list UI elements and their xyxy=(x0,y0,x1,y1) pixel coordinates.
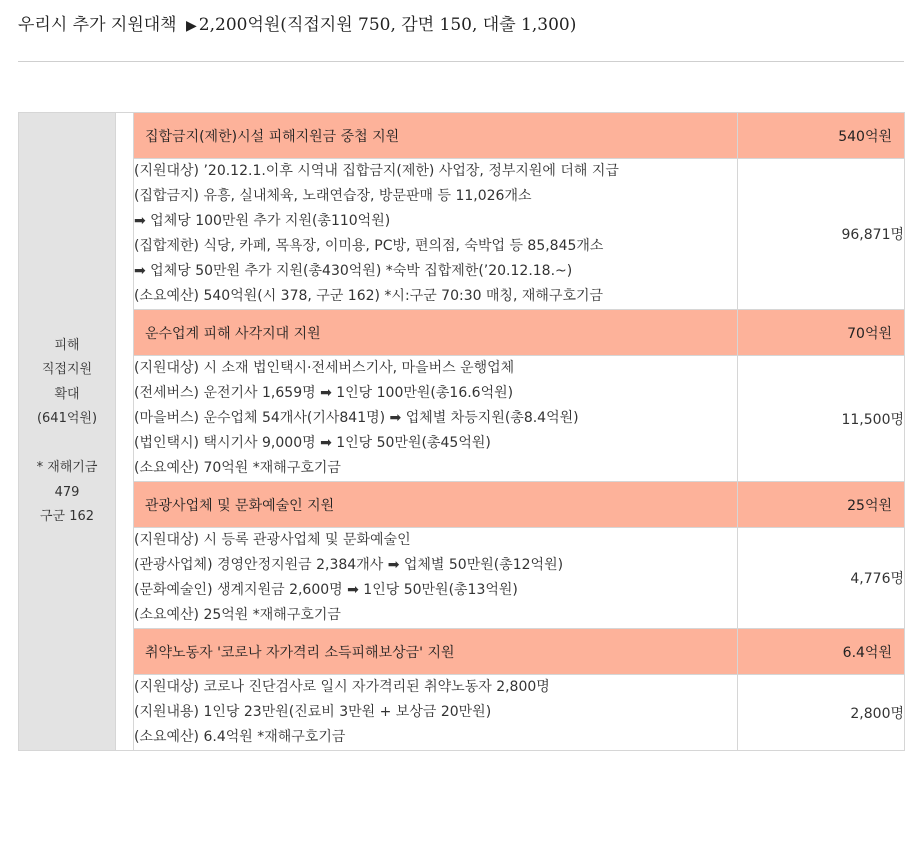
spacer-cell xyxy=(116,113,134,751)
detail-line: (지원대상) 코로나 진단검사로 일시 자가격리된 취약노동자 2,800명 xyxy=(134,679,550,695)
detail-line: (집합제한) 식당, 카페, 목욕장, 이미용, PC방, 편의점, 숙박업 등 85,845개소 xyxy=(134,238,604,254)
section-details xyxy=(134,675,738,751)
detail-line: (마을버스) 운수업체 54개사(기사841명) ➡ 업체별 차등지원(총8.4억원) xyxy=(134,410,579,426)
detail-line: (법인택시) 택시기사 9,000명 ➡ 1인당 50만원(총45억원) xyxy=(134,435,491,451)
category-label-line xyxy=(19,432,115,457)
detail-line: (문화예술인) 생계지원금 2,600명 ➡ 1인당 50만원(총13억원) xyxy=(134,582,518,598)
detail-line: (지원내용) 1인당 23만원(진료비 3만원 + 보상금 20만원) xyxy=(134,704,492,720)
title-summary: 2,200억원(직접지원 750, 감면 150, 대출 1,300) xyxy=(198,15,577,35)
beneficiary-count: 96,871명 xyxy=(738,159,905,310)
section-details xyxy=(134,528,738,629)
section-amount: 540억원 xyxy=(738,113,905,159)
section-header-row xyxy=(19,482,905,528)
detail-line: ➡ 업체당 50만원 추가 지원(총430억원) *숙박 집합제한(’20.12.18.~) xyxy=(134,263,573,279)
beneficiary-count: 11,500명 xyxy=(738,356,905,482)
detail-line: (집합금지) 유흥, 실내체육, 노래연습장, 방문판매 등 11,026개소 xyxy=(134,188,532,204)
detail-line: (지원대상) ’20.12.1.이후 시역내 집합금지(제한) 사업장, 정부지원에 더해 지급 xyxy=(134,163,619,179)
section-details xyxy=(134,356,738,482)
section-header-row xyxy=(19,113,905,159)
section-amount: 25억원 xyxy=(738,482,905,528)
detail-line: (지원대상) 시 소재 법인택시·전세버스기사, 마을버스 운행업체 xyxy=(134,360,515,376)
section-name: 운수업계 피해 사각지대 지원 xyxy=(134,310,738,356)
detail-line: (소요예산) 6.4억원 *재해구호기금 xyxy=(134,729,346,745)
detail-line: ➡ 업체당 100만원 추가 지원(총110억원) xyxy=(134,213,391,229)
section-name: 취약노동자 '코로나 자가격리 소득피해보상금' 지원 xyxy=(134,629,738,675)
category-label-line: 479 xyxy=(54,484,80,500)
section-name: 집합금지(제한)시설 피해지원금 중첩 지원 xyxy=(134,113,738,159)
category-label-line: 확대 xyxy=(54,386,80,402)
category-label-line: 구군 162 xyxy=(39,509,95,524)
section-detail-row xyxy=(19,675,905,751)
category-label-line: 직접지원 xyxy=(41,362,93,377)
section-detail-row xyxy=(19,356,905,482)
detail-line: (지원대상) 시 등록 관광사업체 및 문화예술인 xyxy=(134,532,411,548)
category-label-cell xyxy=(19,113,116,751)
title-divider xyxy=(18,61,904,62)
category-label-line: 피해 xyxy=(54,337,80,353)
section-detail-row xyxy=(19,528,905,629)
section-detail-row xyxy=(19,159,905,310)
title-lead: 우리시 추가 지원대책 xyxy=(18,15,177,35)
detail-line: (전세버스) 운전기사 1,659명 ➡ 1인당 100만원(총16.6억원) xyxy=(134,385,514,401)
detail-line: (소요예산) 70억원 *재해구호기금 xyxy=(134,460,341,476)
section-amount: 6.4억원 xyxy=(738,629,905,675)
policy-table xyxy=(18,112,905,751)
detail-line: (관광사업체) 경영안정지원금 2,384개사 ➡ 업체별 50만원(총12억원) xyxy=(134,557,564,573)
detail-line: (소요예산) 540억원(시 378, 구군 162) *시:구군 70:30 매칭, 재해구호기금 xyxy=(134,288,604,304)
section-details xyxy=(134,159,738,310)
section-amount: 70억원 xyxy=(738,310,905,356)
triangle-arrow-icon: ▶ xyxy=(186,18,197,34)
beneficiary-count: 2,800명 xyxy=(738,675,905,751)
section-header-row xyxy=(19,629,905,675)
section-name: 관광사업체 및 문화예술인 지원 xyxy=(134,482,738,528)
category-label-line: (641억원) xyxy=(36,411,98,426)
beneficiary-count: 4,776명 xyxy=(738,528,905,629)
page-title xyxy=(18,10,576,35)
section-header-row xyxy=(19,310,905,356)
category-label-line: * 재해기금 xyxy=(36,460,98,475)
detail-line: (소요예산) 25억원 *재해구호기금 xyxy=(134,607,341,623)
